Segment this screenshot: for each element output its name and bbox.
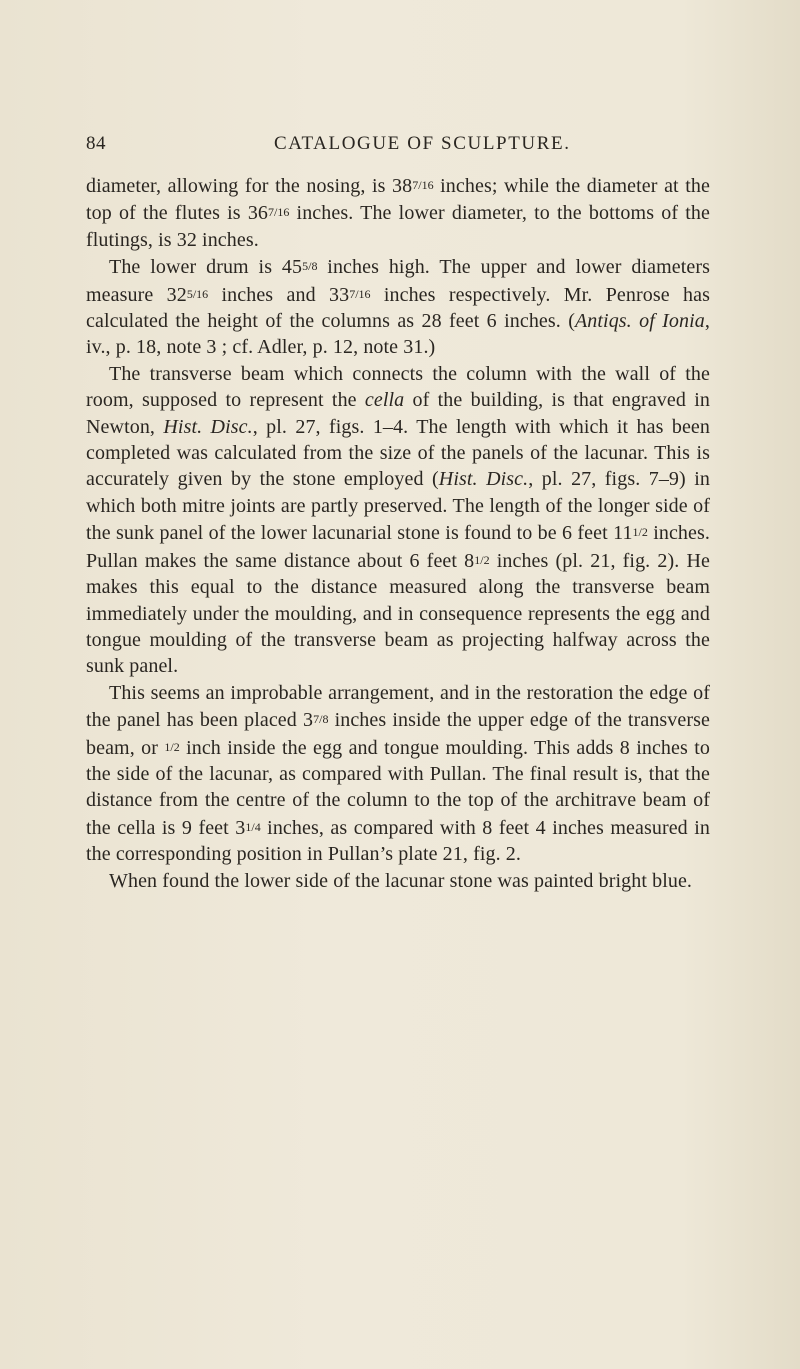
text-run: The lower drum is 45	[109, 256, 303, 279]
text-run: This seems an improbable arrangement, and in the restoration the edge of the panel has been placed 3	[86, 681, 710, 732]
fraction: 7/16	[412, 178, 434, 192]
fraction: 1/2	[164, 739, 180, 754]
body-text	[86, 172, 710, 894]
text-run: When found the lower side of the lacunar stone was painted bright blue.	[109, 869, 693, 892]
fraction: 7/8	[313, 712, 329, 727]
paragraph	[86, 361, 710, 680]
text-run: inches. The lower diameter, to the bottoms of the flutings, is 32 inches.	[86, 202, 710, 251]
text-run: The transverse beam which connects the column with the wall of the room, supposed to represent the	[86, 362, 710, 412]
running-head: CATALOGUE OF SCULPTURE.	[274, 133, 571, 154]
italic-citation: Hist. Disc.	[163, 415, 253, 438]
italic-citation: Hist. Disc.	[438, 468, 529, 491]
paragraph	[86, 680, 710, 868]
fraction: 1/2	[474, 552, 490, 567]
paragraph	[86, 868, 710, 894]
fraction: 7/16	[349, 286, 371, 301]
fraction: 5/16	[186, 286, 209, 301]
page-number: 84	[86, 133, 106, 154]
text-run: inches. Pullan makes the same distance about 6 feet 8	[86, 522, 710, 572]
text-run: inches, as compared with 8 feet 4 inches measured in the corresponding position in Pullan’s plate 21, fig. 2.	[86, 816, 710, 866]
text-run: inches respectively. Mr. Penrose has calculated the height of the columns as 28 feet 6 inches. (	[86, 283, 711, 333]
fraction: 1/2	[632, 525, 648, 540]
fraction: 5/8	[302, 259, 318, 274]
italic-citation: cella	[364, 389, 405, 412]
text-run: inches inside the upper edge of the transverse beam, or	[86, 709, 710, 759]
italic-citation: Antiqs. of Ionia	[574, 310, 705, 333]
text-run: inches; while the diameter at the top of the flutes is 36	[86, 175, 710, 225]
text-run: inches and 33	[208, 283, 350, 306]
text-run: , pl. 27, figs. 1–4. The length with which it has been completed was calculated from the size of the panels of the lacunar. This is accurately given by the stone employed (	[86, 415, 711, 491]
fraction: 7/16	[268, 205, 290, 220]
text-run: , iv., p. 18, note 3 ; cf. Adler, p. 12, note 31.)	[86, 310, 710, 359]
text-run: inch inside the egg and tongue moulding. This adds 8 inches to the side of the lacunar, as compared with Pullan. The final result is, that the distance from the centre of the column to the top of the architrave beam of the cella is 9 feet 3	[86, 736, 710, 839]
text-run: of the building, is that engraved in Newton,	[86, 389, 710, 438]
text-run: inches (pl. 21, fig. 2). He makes this equal to the distance measured along the transverse beam immediately under the moulding, and in consequence represents the egg and tongue moulding of the transverse beam as projecting halfway across the sunk panel.	[86, 549, 710, 678]
paragraph	[86, 172, 710, 253]
text-run: inches high. The upper and lower diameters measure 32	[86, 256, 710, 306]
text-run: , pl. 27, figs. 7–9) in which both mitre joints are partly preserved. The length of the longer side of the sunk panel of the lower lacunarial stone is found to be 6 feet 11	[86, 468, 710, 545]
fraction: 1/4	[245, 819, 261, 834]
text-run: diameter, allowing for the nosing, is 38	[86, 175, 413, 197]
page-header	[86, 133, 706, 163]
paragraph	[86, 253, 710, 361]
